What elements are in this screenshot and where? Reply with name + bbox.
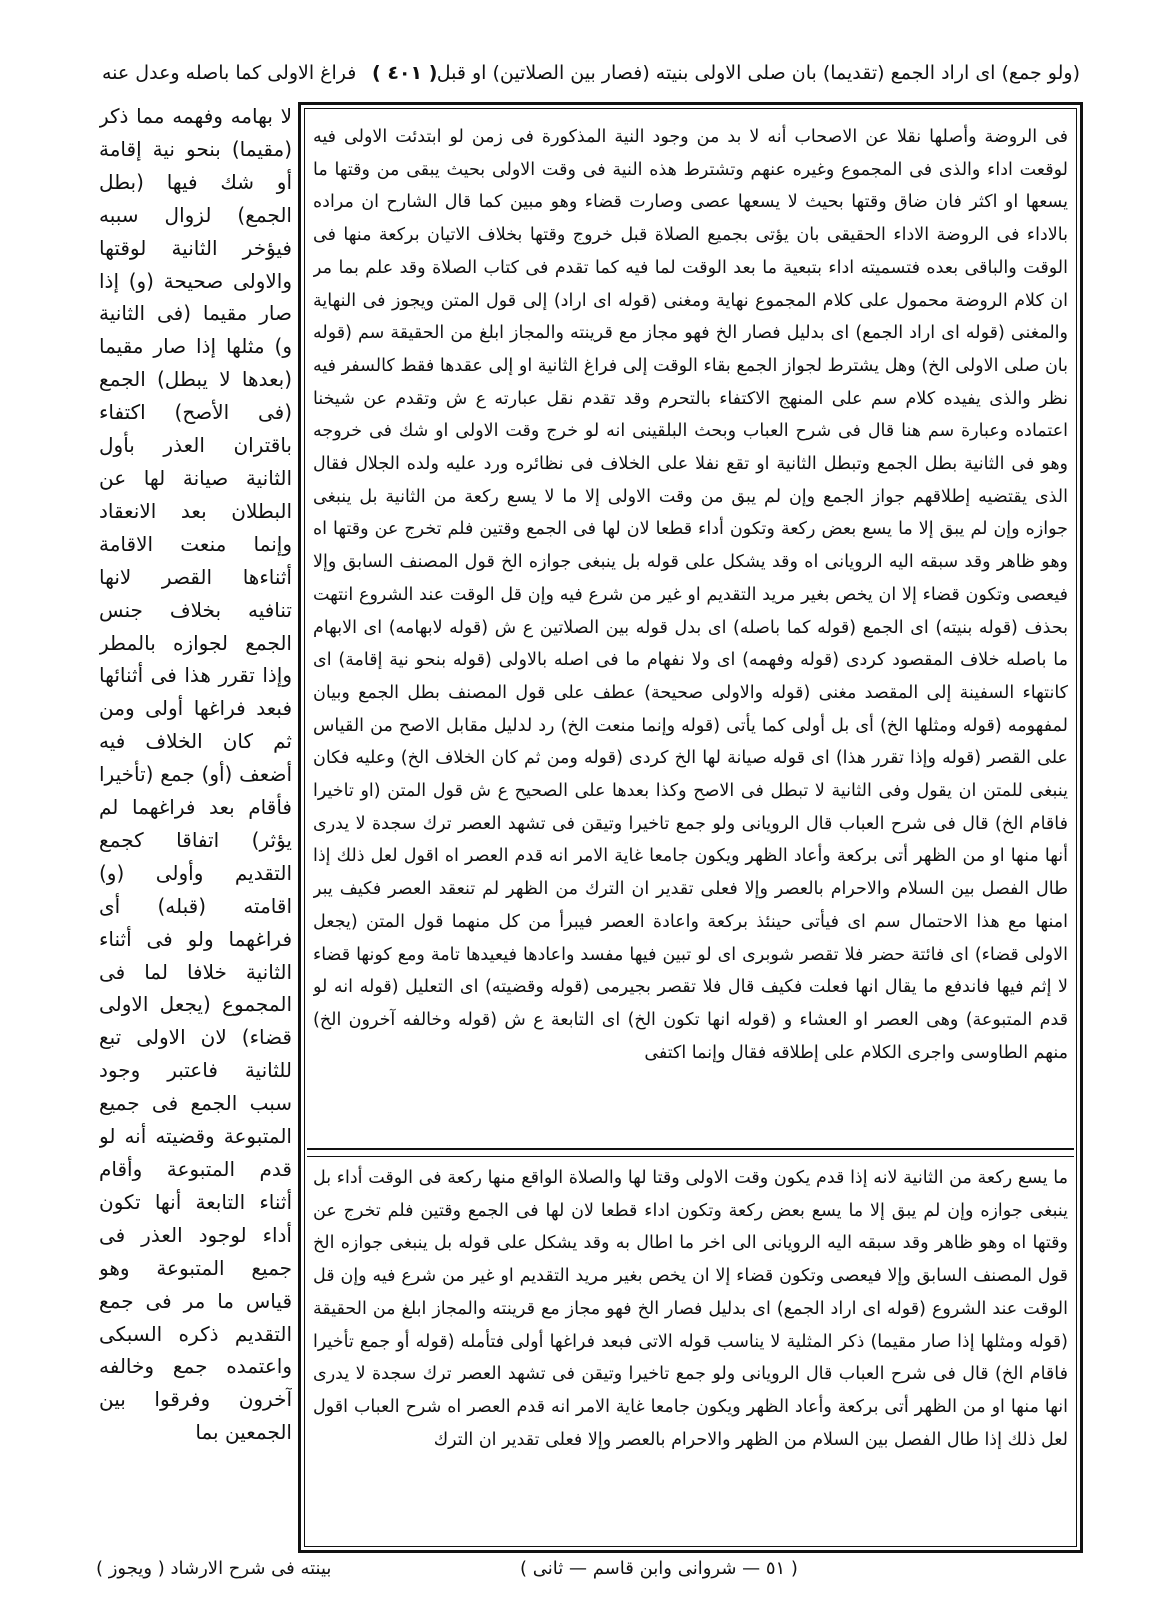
upper-commentary-section	[313, 121, 1068, 1141]
upper-commentary-paragraph: فى الروضة وأصلها نقلا عن الاصحاب أنه لا بد من وجود النية المذكورة فى زمن لو ابتدئت الاولى فيه لوقعت اداء والذى فى المجموع وغيره عنهم وتشترط هذه النية فى وقت الاولى بحيث يبقى من وقتها ما يسعها او اكثر فان ضاق وقتها بحيث لا يسعها عصى وصارت قضاء وهو مبين كما قال الشارح ان مراده بالاداء فى الروضة الاداء الحقيقى بان يؤتى بجميع الصلاة قبل خروج وقتها بخلاف الاتيان بركعة منها فى الوقت والباقى بعده فتسميته اداء بتبعية ما بعد الوقت لما فيه كما تقدم فى كتاب الصلاة وقد علم بما مر ان كلام الروضة محمول على كلام المجموع نهاية ومغنى (قوله اى اراد) إلى قول المتن ويجوز فى النهاية والمغنى (قوله اى اراد الجمع) اى بدليل فصار الخ فهو مجاز مع قرينته والمجاز ابلغ من الحقيقة سم (قوله بان صلى الاولى الخ) وهل يشترط لجواز الجمع بقاء الوقت إلى فراغ الثانية او إلى عقدها فقط كالسفر فيه نظر والذى يفيده كلام سم على المنهج الاكتفاء بالتحرم وقد تقدم نقل عبارته ع ش وتقدم عن شيخنا اعتماده وعبارة سم هنا قال فى شرح العباب وبحث البلقينى انه لو خرج وقت الاولى او شك فى خروجه وهو فى الثانية بطل الجمع وتبطل الثانية او تقع نفلا على الخلاف فى نظائره ورد عليه ولده الجلال فقال الذى يقتضيه إطلاقهم جواز الجمع وإن لم يبق من وقت الاولى إلا ما لا يسع ركعة من الثانية بل ينبغى جوازه وإن لم يبق إلا ما يسع بعض ركعة وتكون أداء قطعا لان لها فى الجمع وقتين فلم تخرج عن وقتها اه وهو ظاهر وقد سبقه اليه الرويانى اه وقد يشكل على قوله بل ينبغى جوازه الخ قول المصنف السابق وإلا فيعصى وتكون قضاء إلا ان يخص بغير مريد التقديم او غير من شرع فيه وإن قل الوقت عند الشروع انتهت بحذف (قوله بنيته) اى الجمع (قوله كما باصله) اى بدل قوله بين الصلاتين ع ش (قوله لابهامه) اى الابهام ما باصله خلاف المقصود كردى (قوله وفهمه) اى ولا نفهام ما فى اصله بالاولى (قوله بنحو نية إقامة) اى كانتهاء السفينة إلى المقصد مغنى (قوله والاولى صحيحة) عطف على قول المصنف بطل الجمع وبيان لمفهومه (قوله ومثلها الخ) أى بل أولى كما يأتى (قوله وإنما منعت الخ) رد لدليل مقابل الاصح من القياس على القصر (قوله وإذا تقرر هذا) اى قوله صيانة لها الخ كردى (قوله ومن ثم كان الخلاف الخ) وعليه فكان ينبغى للمتن ان يقول وفى الثانية لا تبطل فى الاصح وكذا بعدها على الصحيح ع ش قول المتن (او تاخيرا فاقام الخ) قال فى شرح العباب قال الرويانى ولو جمع تاخيرا وتيقن فى تشهد العصر ترك سجدة لا يدرى أنها منها او من الظهر أتى بركعة وأعاد الظهر ويكون جامعا غاية الامر انه قدم العصر اه اقول لعل ذلك إذا طال الفصل بين السلام والاحرام بالعصر وإلا فعلى تقدير ان الترك من الظهر لم تنعقد العصر فكيف يبر امنها مع هذا الاحتمال سم اى فيأتى حينئذ بركعة واعادة العصر فيبرأ من كل منهما قول المتن (يجعل الاولى قضاء) اى فائتة حضر فلا تقصر شوبرى اى لو تبين فيها مفسد واعادها فيعيدها تامة ومع كونها قضاء لا إثم فيها فاندفع ما يقال انها فعلت فكيف قال فلا تقصر بجيرمى (قوله وقضيته) اى التعليل (قوله انه لو قدم المتبوعة) وهى العصر او العشاء و (قوله انها تكون الخ) اى التابعة ع ش (قوله وخالفه آخرون الخ) منهم الطاوسى واجرى الكلام على إطلاقه فقال وإنما اكتفى	[313, 127, 1068, 1063]
section-divider	[307, 1148, 1074, 1157]
page-number: ( ٤٠١ )	[372, 62, 438, 84]
footer-volume-info: ( ٥١ — شروانى وابن قاسم — ثانى )	[520, 1558, 798, 1579]
page-header	[0, 58, 1154, 98]
page-footer	[0, 1556, 1154, 1590]
commentary-box	[298, 102, 1083, 1553]
lower-commentary-section	[313, 1162, 1068, 1547]
header-continuation-text: فراغ الاولى كما باصله وعدل عنه	[102, 62, 357, 84]
side-column-paragraph: لا بهامه وفهمه مما ذكر (مقيما) بنحو نية إقامة أو شك فيها (بطل الجمع) لزوال سببه فيؤخر الثانية لوقتها والاولى صحيحة (و) إذا صار مقيما (فى الثانية و) مثلها إذا صار مقيما (بعدها لا يبطل) الجمع (فى الأصح) اكتفاء باقتران العذر بأول الثانية صيانة لها عن البطلان بعد الانعقاد وإنما منعت الاقامة أثناءها القصر لانها تنافيه بخلاف جنس الجمع لجوازه بالمطر وإذا تقرر هذا فى أثنائها فبعد فراغها أولى ومن ثم كان الخلاف فيه أضعف (أو) جمع (تأخيرا فأقام بعد فراغهما لم يؤثر) اتفاقا كجمع التقديم وأولى (و) اقامته (قبله) أى فراغهما ولو فى أثناء الثانية خلافا لما فى المجموع (يجعل الاولى قضاء) لان الاولى تبع للثانية فاعتبر وجود سبب الجمع فى جميع المتبوعة وقضيته أنه لو قدم المتبوعة وأقام أثناء التابعة أنها تكون أداء لوجود العذر فى جميع المتبوعة وهو قياس ما مر فى جمع التقديم ذكره السبكى واعتمده جمع وخالفه آخرون وفرقوا بين الجمعين بما	[99, 104, 292, 1445]
lower-commentary-paragraph: ما يسع ركعة من الثانية لانه إذا قدم يكون وقت الاولى وقتا لها والصلاة الواقع منها ركعة فى الوقت أداء بل ينبغى جوازه وإن لم يبق إلا ما يسع بعض ركعة وتكون اداء قطعا لان لها فى الجمع وقتين فلم تخرج عن وقتها اه وهو ظاهر وقد سبقه اليه الرويانى الى اخر ما اطال به وقد يشكل على قوله بل ينبغى جوازه الخ قول المصنف السابق وإلا فيعصى وتكون قضاء إلا ان يخص بغير مريد التقديم او غير من شرع فيه وإن قل الوقت عند الشروع (قوله اى اراد الجمع) اى بدليل فصار الخ فهو مجاز مع قرينته والمجاز ابلغ من الحقيقة (قوله ومثلها إذا صار مقيما) ذكر المثلية لا يناسب قوله الاتى فبعد فراغها أولى فتأمله (قوله أو جمع تأخيرا فاقام الخ) قال فى شرح العباب قال الرويانى ولو جمع تاخيرا وتيقن فى تشهد العصر ترك سجدة لا يدرى انها منها او من الظهر أتى بركعة وأعاد الظهر ويكون جامعا غاية الامر انه قدم العصر اه شرح العباب اقول لعل ذلك إذا طال الفصل بين السلام من الظهر والاحرام بالعصر وإلا فعلى تقدير ان الترك	[313, 1168, 1068, 1450]
footer-continuation-text: بينته فى شرح الارشاد ( ويجوز )	[96, 1558, 332, 1579]
header-main-text: (ولو جمع) اى اراد الجمع (تقديما) بان صلى الاولى بنيته (فصار بين الصلاتين) او قبل	[436, 62, 1080, 84]
side-column-matn-text	[99, 100, 292, 1540]
